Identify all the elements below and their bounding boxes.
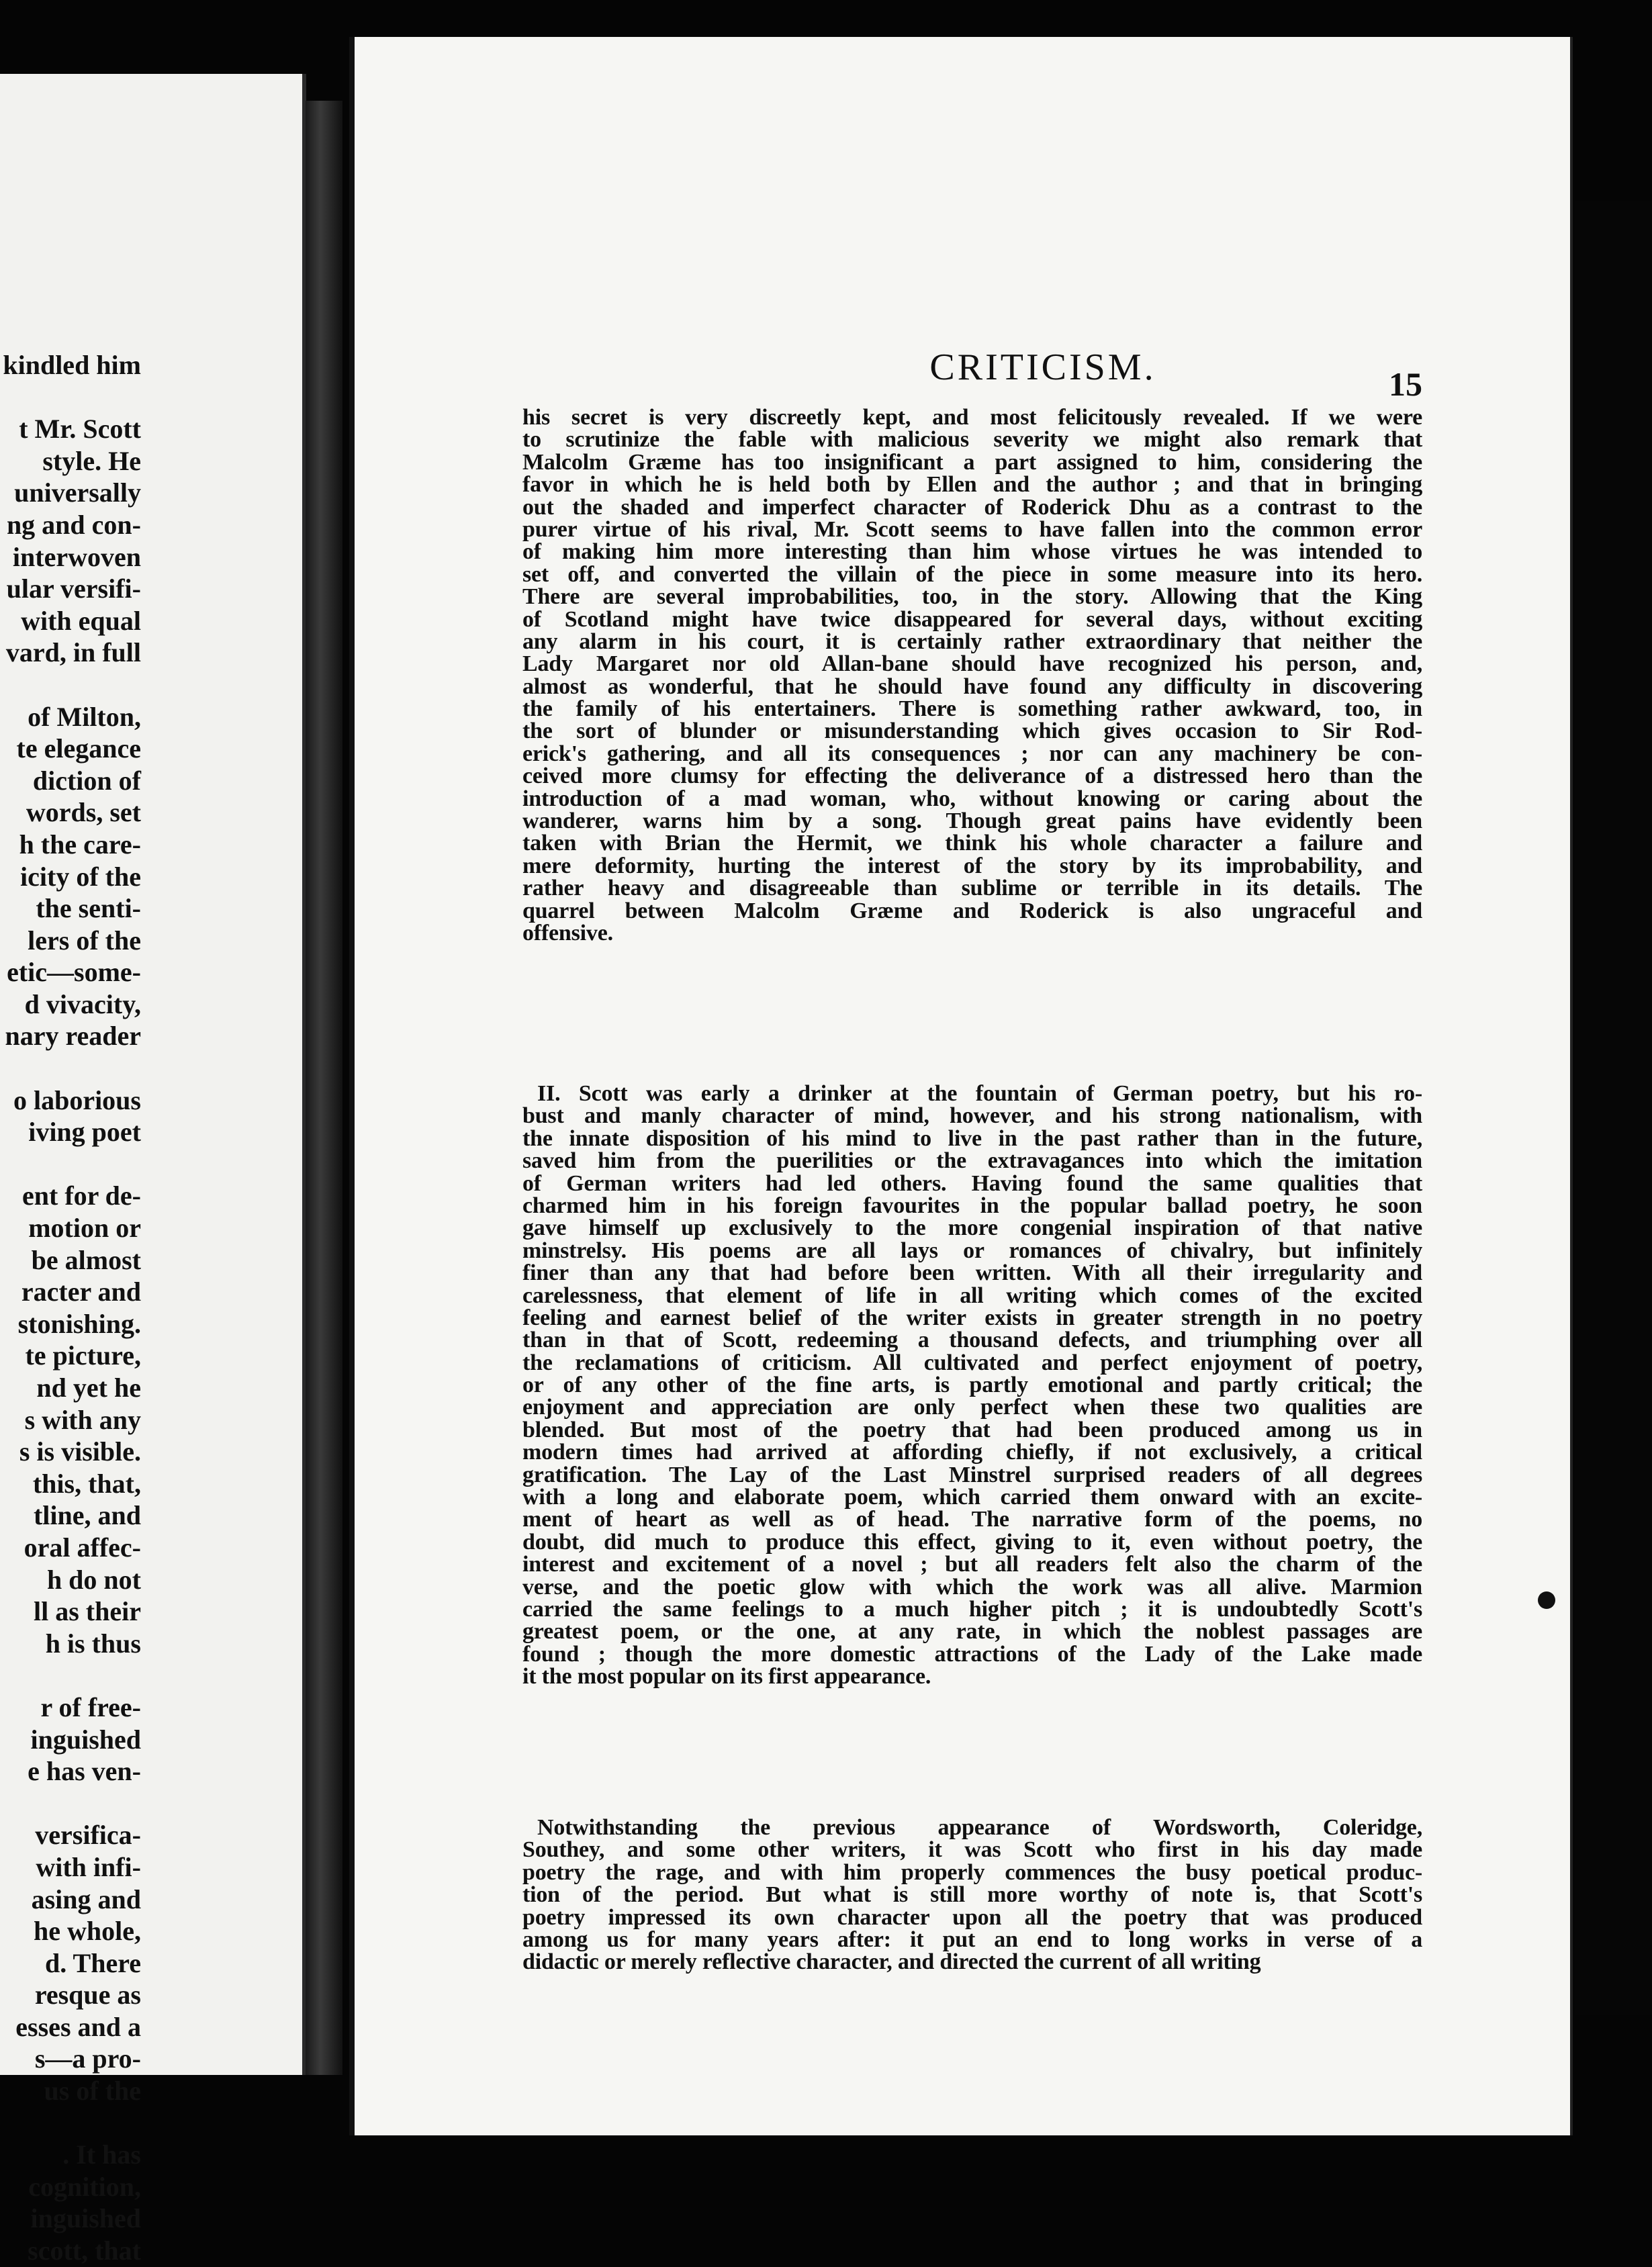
- facing-page-line: t Mr. Scott: [19, 414, 141, 445]
- facing-page-line: of Milton,: [28, 701, 141, 732]
- text-line: There are several improbabilities, too, in the story. Allowing that the King: [522, 584, 1422, 610]
- text-line: the family of his entertainers. There is something rather awkward, too, in: [522, 696, 1422, 722]
- facing-page-line: nary reader: [5, 1021, 141, 1052]
- facing-page-line: s is visible.: [19, 1436, 141, 1467]
- facing-page-line: inguished: [30, 1724, 141, 1755]
- text-line: to scrutinize the fable with malicious severity we might also remark that: [522, 427, 1422, 453]
- text-line: Malcolm Græme has too insignificant a part assigned to him, considering the: [522, 449, 1422, 475]
- text-line: of making him more interesting than him whose virtues he was intended to: [522, 539, 1422, 565]
- facing-page-line: h is thus: [45, 1628, 141, 1659]
- text-line: carelessness, that element of life in all writing which comes of the excited: [522, 1283, 1422, 1308]
- ink-blot: [1538, 1591, 1555, 1609]
- facing-page-line: scott, that: [28, 2235, 141, 2266]
- text-line: it the most popular on its first appearance.: [522, 1664, 931, 1690]
- text-line: the reclamations of criticism. All cultivated and perfect enjoyment of poetry,: [522, 1350, 1422, 1375]
- facing-page-line: d vivacity,: [24, 988, 141, 1019]
- facing-page-line: iving poet: [28, 1117, 141, 1148]
- text-line: modern times had arrived at affording chiefly, if not exclusively, a critical: [522, 1440, 1422, 1465]
- text-line: gratification. The Lay of the Last Minstrel surprised readers of all degrees: [522, 1462, 1422, 1487]
- facing-page-line: ent for de-: [22, 1181, 141, 1211]
- facing-page-line: diction of: [32, 765, 141, 796]
- text-line: quarrel between Malcolm Græme and Roderick is also ungraceful and: [522, 898, 1422, 923]
- facing-page-line: universally: [14, 477, 141, 508]
- facing-page-line: asing and: [31, 1884, 141, 1914]
- text-line: ment of heart as well as of head. The narrative form of the poems, no: [522, 1507, 1422, 1532]
- text-line: of Scotland might have twice disappeared for several days, without exciting: [522, 606, 1422, 632]
- text-line: taken with Brian the Hermit, we think his whole character a failure and: [522, 831, 1422, 856]
- facing-page-line: s with any: [24, 1404, 141, 1435]
- text-line: saved him from the puerilities or the extravagances into which the imitation: [522, 1148, 1422, 1174]
- facing-page-line: resque as: [34, 1980, 141, 2010]
- facing-page-line: [0, 1659, 141, 1692]
- text-line: introduction of a mad woman, who, without knowing or caring about the: [522, 786, 1422, 811]
- text-line: almost as wonderful, that he should have found any difficulty in discovering: [522, 674, 1422, 699]
- text-line: rather heavy and disagreeable than sublime or terrible in its details. The: [522, 876, 1422, 901]
- text-line: any alarm in his court, it is certainly rather extraordinary that neither the: [522, 629, 1422, 654]
- facing-page-line: d. There: [45, 1947, 141, 1978]
- paragraph-3: [522, 1815, 1422, 1975]
- facing-page-line: [0, 1788, 141, 1820]
- facing-page-line: racter and: [21, 1277, 141, 1307]
- text-line: poetry the rage, and with him properly commences the busy poetical produc-: [522, 1859, 1422, 1885]
- facing-page-line: icity of the: [20, 861, 141, 892]
- facing-page-line: this, that,: [32, 1468, 141, 1499]
- facing-page-line: motion or: [28, 1213, 141, 1244]
- facing-page-line: ng and con-: [6, 509, 141, 540]
- page-edge-shadow: [1575, 201, 1652, 2015]
- text-line: didactic or merely reflective character, and directed the current of all writing: [522, 1949, 1261, 1975]
- text-line: feeling and earnest belief of the writer exists in greater strength in no poetry: [522, 1305, 1422, 1330]
- running-head-text: CRITICISM.: [929, 346, 1156, 388]
- text-line: bust and manly character of mind, however, and his strong nationalism, with: [522, 1103, 1422, 1129]
- text-line: II. Scott was early a drinker at the fountain of German poetry, but his ro-: [537, 1081, 1422, 1106]
- text-line: charmed him in his foreign favourites in the popular ballad poetry, he soon: [522, 1193, 1422, 1218]
- page-number: 15: [1389, 365, 1422, 403]
- facing-page-line: h do not: [46, 1564, 141, 1595]
- facing-page-left: [0, 74, 306, 2266]
- text-line: verse, and the poetic glow with which the work was all alive. Marmion: [522, 1574, 1422, 1600]
- facing-page-line: etic—some-: [7, 957, 141, 988]
- facing-page-line: esses and a: [15, 2011, 141, 2042]
- facing-page-text: [0, 349, 141, 2267]
- text-line: of German writers had led others. Having found the same qualities that: [522, 1170, 1422, 1196]
- facing-page-line: versifica-: [35, 1820, 141, 1851]
- facing-page-line: lers of the: [28, 925, 141, 956]
- text-line: among us for many years after: it put an end to long works in verse of a: [522, 1927, 1422, 1952]
- text-line: found ; though the more domestic attractions of the Lady of the Lake made: [522, 1641, 1422, 1667]
- text-line: wanderer, warns him by a song. Though great pains have evidently been: [522, 808, 1422, 834]
- facing-page-line: vard, in full: [5, 637, 141, 668]
- running-head: [355, 346, 1570, 389]
- facing-page-line: . It has: [62, 2139, 141, 2170]
- facing-page-line: stonishing.: [17, 1308, 141, 1339]
- text-line: set off, and converted the villain of the piece in some measure into its hero.: [522, 561, 1422, 587]
- facing-page-line: [0, 1148, 141, 1181]
- facing-page-line: kindled him: [3, 350, 141, 380]
- text-line: greatest poem, or the one, at any rate, in which the noblest passages are: [522, 1619, 1422, 1645]
- text-line: minstrelsy. His poems are all lays or romances of chivalry, but infinitely: [522, 1238, 1422, 1263]
- text-line: mere deformity, hurting the interest of the story by its improbability, and: [522, 853, 1422, 878]
- facing-page-line: h the care-: [19, 829, 141, 860]
- text-line: out the shaded and imperfect character of Roderick Dhu as a contrast to the: [522, 494, 1422, 520]
- facing-page-line: [0, 2107, 141, 2139]
- text-line: ceived more clumsy for effecting the deliverance of a distressed hero than the: [522, 764, 1422, 789]
- facing-page-line: style. He: [42, 445, 141, 476]
- text-line: Lady Margaret nor old Allan-bane should have recognized his person, and,: [522, 651, 1422, 677]
- text-line: carried the same feelings to a much higher pitch ; it is undoubtedly Scott's: [522, 1596, 1422, 1622]
- text-line: gave himself up exclusively to the more congenial inspiration of that native: [522, 1215, 1422, 1241]
- text-line: than in that of Scott, redeeming a thousand defects, and triumphing over all: [522, 1328, 1422, 1353]
- text-line: the sort of blunder or misunderstanding which gives occasion to Sir Rod-: [522, 719, 1422, 744]
- text-line: tion of the period. But what is still more worthy of note is, that Scott's: [522, 1882, 1422, 1908]
- facing-page-line: us of the: [44, 2076, 141, 2107]
- text-line: blended. But most of the poetry that had been produced among us in: [522, 1417, 1422, 1442]
- text-line: doubt, did much to produce this effect, giving to it, even without poetry, the: [522, 1529, 1422, 1555]
- text-line: poetry impressed its own character upon all the poetry that was produced: [522, 1904, 1422, 1930]
- text-line: purer virtue of his rival, Mr. Scott seems to have fallen into the common error: [522, 516, 1422, 542]
- facing-page-line: with infi-: [36, 1851, 141, 1882]
- facing-page-line: inguished: [30, 2203, 141, 2234]
- facing-page-line: [0, 669, 141, 701]
- facing-page-line: cognition,: [28, 2171, 141, 2202]
- facing-page-line: words, set: [26, 797, 141, 828]
- text-line: his secret is very discreetly kept, and most felicitously revealed. If we were: [522, 405, 1422, 430]
- facing-page-line: s—a pro-: [34, 2043, 141, 2074]
- paragraph-2: [522, 1081, 1422, 1690]
- facing-page-line: nd yet he: [36, 1373, 141, 1403]
- facing-page-line: e has ven-: [28, 1756, 141, 1787]
- facing-page-line: ular versifi-: [6, 573, 141, 604]
- text-line: the innate disposition of his mind to live in the past rather than in the future,: [522, 1125, 1422, 1151]
- facing-page-line: the senti-: [36, 893, 141, 924]
- facing-page-line: be almost: [31, 1244, 141, 1275]
- text-line: favor in which he is held both by Ellen and the author ; and that in bringing: [522, 472, 1422, 498]
- facing-page-line: he whole,: [34, 1916, 141, 1947]
- facing-page-line: oral affec-: [24, 1532, 141, 1563]
- facing-page-line: r of free-: [40, 1692, 141, 1722]
- text-line: offensive.: [522, 920, 613, 945]
- facing-page-line: tline, and: [33, 1500, 141, 1531]
- facing-page-line: with equal: [21, 605, 141, 636]
- paragraph-1: [522, 405, 1422, 943]
- text-line: enjoyment and appreciation are only perfect when these two qualities are: [522, 1395, 1422, 1420]
- facing-page-line: [0, 1052, 141, 1084]
- facing-page-line: o laborious: [13, 1084, 141, 1115]
- text-line: finer than any that had before been written. With all their irregularity and: [522, 1260, 1422, 1286]
- text-line: Notwithstanding the previous appearance of Wordsworth, Coleridge,: [537, 1815, 1422, 1840]
- facing-page-line: te elegance: [16, 733, 141, 764]
- facing-page-line: [0, 381, 141, 414]
- facing-page-line: ll as their: [34, 1596, 141, 1627]
- text-line: or of any other of the fine arts, is partly emotional and partly critical; the: [522, 1373, 1422, 1398]
- book-gutter: [306, 101, 342, 2075]
- text-line: with a long and elaborate poem, which carried them onward with an excite-: [522, 1485, 1422, 1510]
- page-15: [349, 37, 1573, 2135]
- text-line: erick's gathering, and all its consequences ; nor can any machinery be con-: [522, 741, 1422, 766]
- facing-page-line: interwoven: [12, 541, 141, 572]
- facing-page-line: te picture,: [25, 1340, 141, 1371]
- text-line: Southey, and some other writers, it was Scott who first in his day made: [522, 1837, 1422, 1863]
- text-line: interest and excitement of a novel ; but all readers felt also the charm of the: [522, 1552, 1422, 1577]
